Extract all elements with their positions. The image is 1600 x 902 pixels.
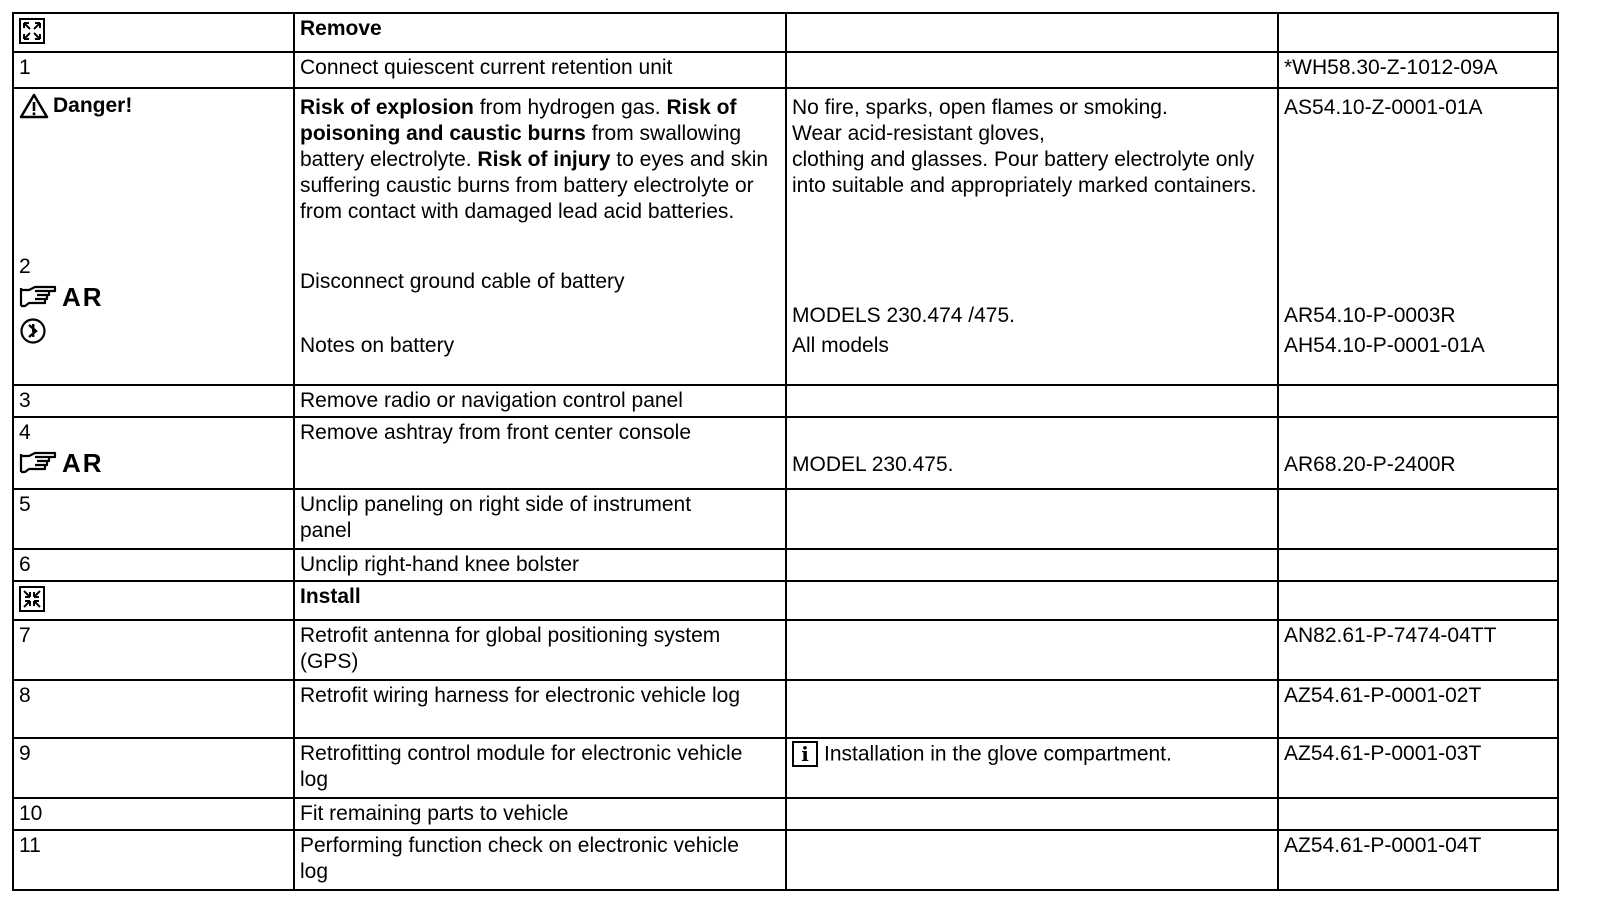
step-text: Unclip right-hand knee bolster (294, 549, 786, 581)
table-row (13, 680, 1558, 738)
step-number: 7 (13, 620, 294, 680)
document-reference-link[interactable]: AS54.10-Z-0001-01A (1284, 96, 1483, 119)
danger-text: Risk of explosion from hydrogen gas. Risk of poisoning and caustic burns from swallowing battery electrolyte. Risk of injury to eyes and skin suffering caustic burns from battery electrolyte or from contact with damaged lead acid batteries. (300, 96, 769, 223)
document-reference-link[interactable]: AZ54.61-P-0001-04T (1278, 830, 1558, 890)
alternate-route-label: AR (62, 448, 104, 478)
document-reference-link[interactable]: AR54.10-P-0003R (1284, 304, 1456, 327)
step-text: Fit remaining parts to vehicle (294, 798, 786, 830)
alternate-route-marker (19, 446, 288, 480)
step-text: Retrofitting control module for electronic vehicle log (294, 738, 786, 798)
notes-icon (19, 317, 47, 345)
step-number: 8 (13, 680, 294, 738)
document-reference-link[interactable]: AZ54.61-P-0001-03T (1278, 738, 1558, 798)
table-row (13, 489, 1558, 549)
document-reference-link[interactable]: AH54.10-P-0001-01A (1284, 334, 1485, 357)
danger-label: Danger! (53, 94, 133, 117)
section-title-remove: Remove (294, 13, 786, 52)
step-text: Performing function check on electronic vehicle log (294, 830, 786, 890)
table-row (13, 620, 1558, 680)
install-icon (19, 586, 45, 619)
section-header-remove (13, 13, 1558, 52)
step-text: Unclip paneling on right side of instrument panel (294, 489, 786, 549)
table-row (13, 385, 1558, 417)
info-icon: i (792, 741, 818, 767)
table-row (13, 549, 1558, 581)
table-row (13, 738, 1558, 798)
model-note: All models (792, 334, 889, 357)
step-text: Disconnect ground cable of battery (300, 270, 625, 293)
pointing-hand-icon (19, 284, 59, 310)
procedure-table (12, 12, 1559, 891)
step-text: Remove ashtray from front center console (294, 417, 786, 489)
model-note: MODEL 230.475. (792, 453, 954, 476)
info-note: Installation in the glove compartment. (824, 742, 1172, 766)
step-text: Connect quiescent current retention unit (294, 52, 786, 88)
document-reference-link[interactable]: AZ54.61-P-0001-02T (1278, 680, 1558, 738)
step-number: 1 (13, 52, 294, 88)
step-number: 5 (13, 489, 294, 549)
document-reference-link[interactable]: AN82.61-P-7474-04TT (1278, 620, 1558, 680)
step-number: 6 (13, 549, 294, 581)
section-header-install (13, 581, 1558, 620)
table-row (13, 52, 1558, 88)
table-row (13, 417, 1558, 489)
section-title-install: Install (294, 581, 786, 620)
step-number: 3 (13, 385, 294, 417)
table-row (13, 830, 1558, 890)
remove-icon (19, 18, 45, 51)
danger-measures: No fire, sparks, open flames or smoking. Wear acid-resistant gloves, clothing and glasses. Pour battery electrolyte only into suitable and appropriately marked containers. (792, 96, 1257, 197)
table-row (13, 88, 1558, 385)
notes-marker (19, 314, 288, 348)
step-number: 4 (19, 421, 31, 444)
danger-warning (19, 95, 132, 117)
step-number: 10 (13, 798, 294, 830)
step-number: 2 (19, 255, 31, 278)
alternate-route-label: AR (62, 282, 104, 312)
step-text: Remove radio or navigation control panel (294, 385, 786, 417)
notes-link[interactable]: Notes on battery (300, 334, 455, 357)
table-row (13, 798, 1558, 830)
document-reference-link[interactable]: *WH58.30-Z-1012-09A (1278, 52, 1558, 88)
step-number: 11 (13, 830, 294, 890)
step-text: Retrofit wiring harness for electronic vehicle log (294, 680, 786, 738)
warning-triangle-icon (19, 93, 49, 119)
document-reference-link[interactable]: AR68.20-P-2400R (1284, 453, 1456, 476)
alternate-route-marker (19, 280, 288, 314)
step-number: 9 (13, 738, 294, 798)
pointing-hand-icon (19, 450, 59, 476)
model-note: MODELS 230.474 /475. (792, 304, 1015, 327)
step-text: Retrofit antenna for global positioning system (GPS) (294, 620, 786, 680)
